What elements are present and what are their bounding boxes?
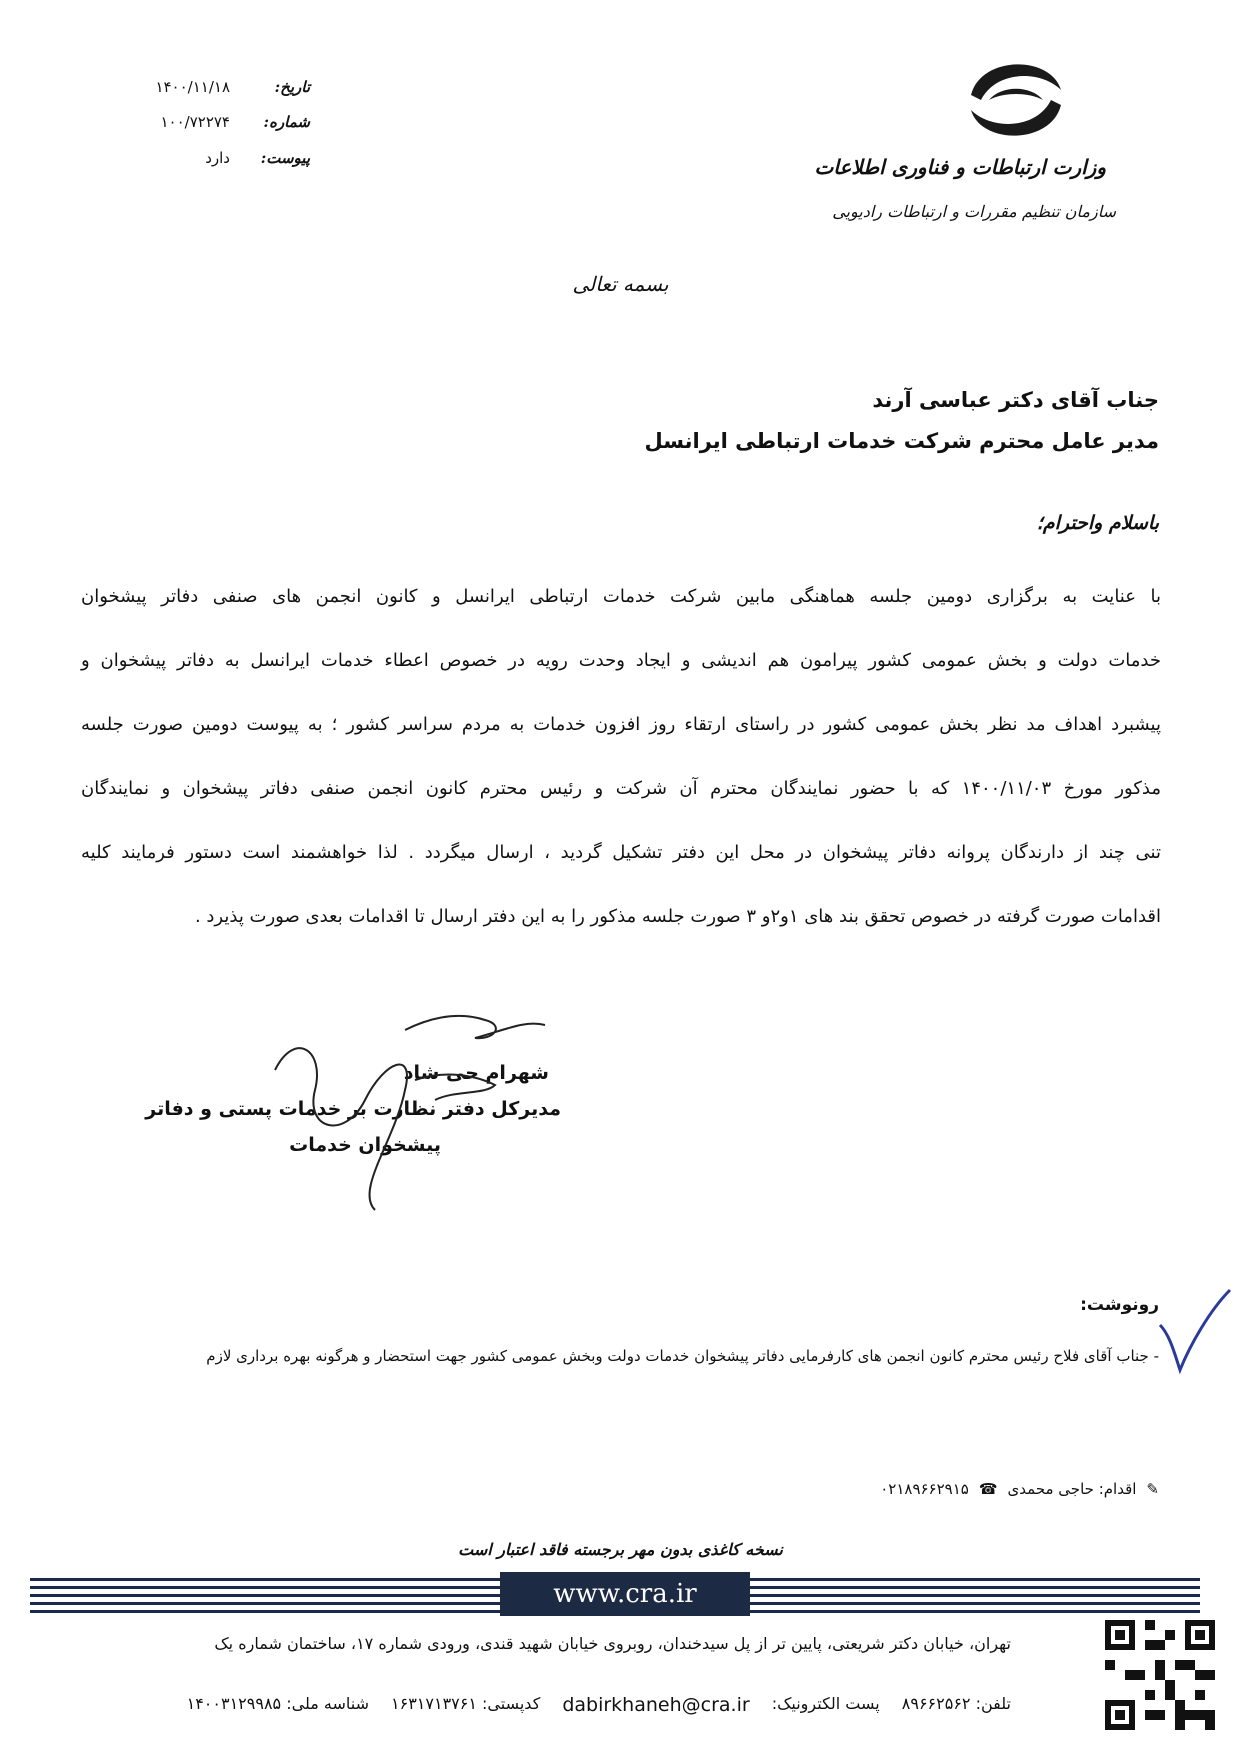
- signer-title-continued: پیشخوان خدمات: [289, 1134, 441, 1157]
- qr-code-icon: [1105, 1620, 1215, 1730]
- cc-label: رونوشت:: [1080, 1295, 1159, 1315]
- footer-email[interactable]: dabirkhaneh@cra.ir: [562, 1694, 750, 1716]
- date-row: [120, 70, 310, 105]
- body-line: مذکور مورخ ۱۴۰۰/۱۱/۰۳ که با حضور نمایندگان محترم آن شرکت و رئیس محترم کانون انجمن صنفی دفاتر پیشخوان و نمایندگان: [81, 778, 1161, 799]
- body-line: اقدامات صورت گرفته در خصوص تحقق بند های ۱و۲و ۳ صورت جلسه مذکور را به این دفتر ارسال تا اقدامات بعدی صورت پذیرد .: [194, 906, 1161, 927]
- footer-email-label: پست الکترونیک:: [771, 1694, 880, 1713]
- organization-logo: [941, 40, 1091, 160]
- ministry-name: وزارت ارتباطات و فناوری اطلاعات: [814, 155, 1106, 179]
- action-phone: ۰۲۱۸۹۶۶۲۹۱۵: [880, 1480, 969, 1498]
- salutation: باسلام واحترام؛: [1036, 512, 1159, 534]
- action-label: اقدام: حاجی محمدی: [1007, 1480, 1137, 1498]
- recipient-block: [645, 380, 1160, 462]
- organization-name: سازمان تنظیم مقررات و ارتباطات رادیویی: [832, 202, 1116, 221]
- handwritten-signature: [255, 990, 555, 1220]
- footer-contacts: [187, 1694, 1011, 1716]
- footer-postal-code: کدپستی: ۱۶۳۱۷۱۳۷۶۱: [391, 1694, 541, 1713]
- number-value: ۱۰۰/۷۲۲۷۴: [160, 113, 230, 132]
- recipient-title: مدیر عامل محترم شرکت خدمات ارتباطی ایرانسل: [644, 428, 1159, 453]
- date-value: ۱۴۰۰/۱۱/۱۸: [155, 78, 230, 96]
- phone-icon: ☎: [978, 1480, 998, 1498]
- attachment-value: دارد: [205, 148, 230, 167]
- bismillah-heading: بسمه تعالی: [572, 272, 669, 296]
- number-label: شماره:: [263, 113, 310, 132]
- body-line: خدمات دولت و بخش عمومی کشور پیرامون هم اندیشی و ایجاد وحدت رویه در خصوص اعطاء خدمات ایرانسل به دفاتر پیشخوان و: [81, 650, 1161, 671]
- footer-national-id: شناسه ملی: ۱۴۰۰۳۱۲۹۹۸۵: [186, 1694, 369, 1713]
- cc-text: - جناب آقای فلاح رئیس محترم کانون انجمن های کارفرمایی دفاتر پیشخوان خدمات دولت وبخش عمومی کشور جهت استحضار و هرگونه بهره برداری لازم: [206, 1347, 1159, 1365]
- body-line: تنی چند از دارندگان پروانه دفاتر پیشخوان در محل این دفتر تشکیل گردید ، ارسال میگردد . لذا خواهشمند است دستور فرمایند کلیه: [81, 842, 1161, 863]
- footer-address: تهران، خیابان دکتر شریعتی، پایین تر از پل سیدخندان، روبروی خیابان شهید قندی، ورودی شماره ۱۷، ساختمان شماره یک: [214, 1634, 1011, 1653]
- body-line: پیشبرد اهداف مد نظر بخش عمومی کشور در راستای ارتقاء روز افزون خدمات به مردم سراسر کشور ؛ به پیوست دومین صورت جلسه: [81, 714, 1161, 735]
- pen-icon: ✎: [1146, 1480, 1159, 1498]
- signer-name: شهرام حی شاد: [403, 1062, 549, 1084]
- letter-metadata: [120, 70, 310, 176]
- website-link[interactable]: www.cra.ir: [500, 1572, 750, 1616]
- action-line: [880, 1480, 1159, 1498]
- number-row: [120, 105, 310, 140]
- footer-phone: تلفن: ۸۹۶۶۲۵۶۲: [901, 1694, 1011, 1713]
- letter-body: [81, 580, 1161, 964]
- signer-title: مدیرکل دفتر نظارت بر خدمات پستی و دفاتر: [145, 1098, 561, 1121]
- validity-notice: نسخه کاغذی بدون مهر برجسته فاقد اعتبار است: [458, 1540, 783, 1559]
- attachment-row: [120, 141, 310, 176]
- attachment-label: پیوست:: [260, 148, 310, 167]
- body-line: با عنایت به برگزاری دومین جلسه هماهنگی مابین شرکت خدمات ارتباطی ایرانسل و کانون انجمن های صنفی دفاتر پیشخوان: [81, 586, 1161, 607]
- recipient-name: جناب آقای دکتر عباسی آرند: [872, 388, 1159, 412]
- check-mark-icon: [1155, 1285, 1235, 1375]
- date-label: تاریخ:: [274, 78, 310, 96]
